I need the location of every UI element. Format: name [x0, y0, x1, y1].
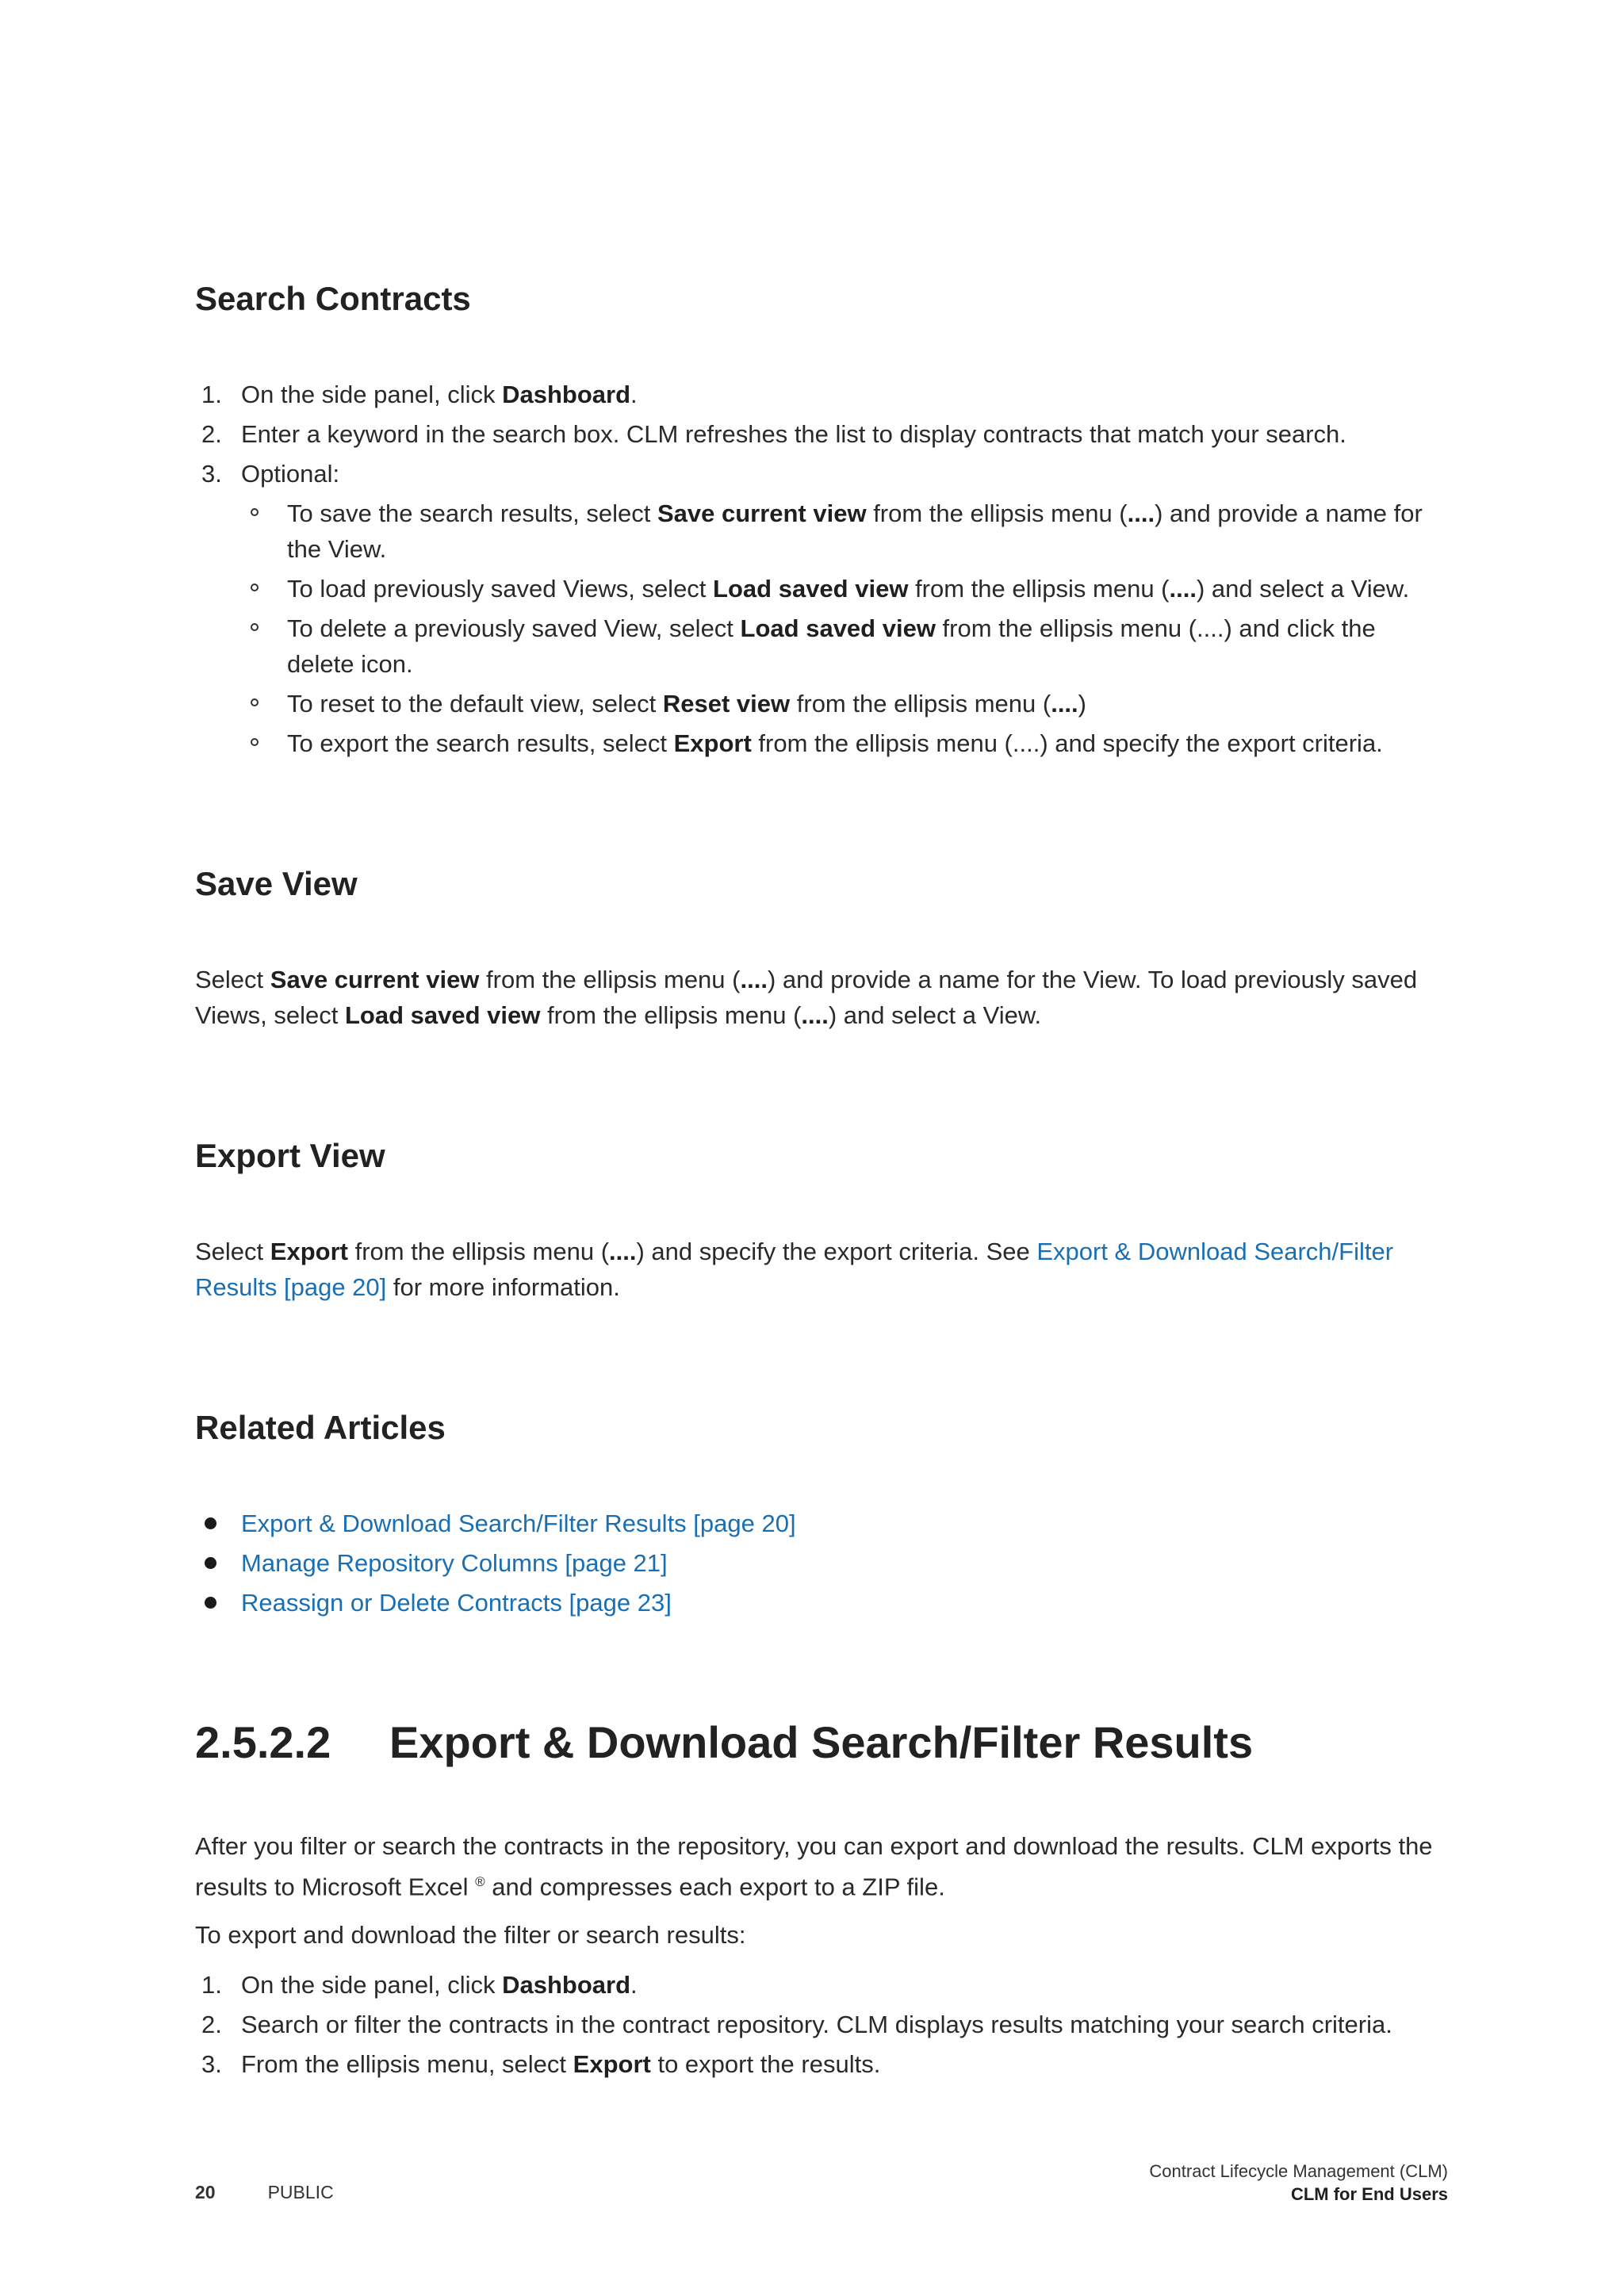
chapter-number: 2.5.2.2	[195, 1717, 331, 1767]
bullet-icon	[205, 1597, 216, 1609]
item-text: To export the search results, select	[287, 729, 674, 757]
para-bold: Export	[270, 1238, 348, 1265]
step-text: On the side panel, click	[241, 381, 503, 408]
para-bold: Load saved view	[344, 1001, 541, 1029]
circle-bullet-icon	[251, 584, 259, 591]
item-bold: ....	[1169, 575, 1197, 603]
step-text: From the ellipsis menu, select	[241, 2050, 573, 2078]
item-text: ) and select a View.	[1196, 575, 1410, 603]
page-footer-left	[195, 2182, 334, 2203]
para-text: for more information.	[386, 1273, 620, 1301]
para-bold: Save current view	[270, 966, 480, 993]
para-text: from the ellipsis menu (	[347, 1238, 610, 1265]
export-download-steps	[195, 1967, 1448, 2086]
list-item	[241, 571, 1448, 607]
section-heading-save-view: Save View	[195, 865, 358, 902]
item-bold: Load saved view	[740, 614, 936, 642]
step-text: to export the results.	[650, 2050, 881, 2078]
step-text: On the side panel, click	[241, 1971, 503, 1999]
para-bold: ....	[609, 1238, 637, 1265]
para-text: and compresses each export to a ZIP file.	[485, 1873, 945, 1901]
chapter-heading	[195, 1716, 1253, 1769]
step-text: Search or filter the contracts in the contract repository. CLM displays results matching your search criteria.	[241, 2011, 1392, 2038]
item-text: To delete a previously saved View, select	[287, 614, 741, 642]
related-link-export-download[interactable]: Export & Download Search/Filter Results [page 20]	[241, 1510, 796, 1537]
item-text: from the ellipsis menu (....) and specify the export criteria.	[751, 729, 1383, 757]
export-download-intro	[195, 1828, 1448, 1904]
para-text: from the ellipsis menu (	[540, 1001, 802, 1029]
bullet-icon	[205, 1557, 216, 1569]
related-link-manage-columns[interactable]: Manage Repository Columns [page 21]	[241, 1549, 668, 1577]
step-text: .	[630, 381, 638, 408]
step-number: 2.	[201, 2011, 222, 2038]
optional-sub-list	[241, 496, 1448, 761]
step-number: 2.	[201, 420, 222, 448]
bullet-icon	[205, 1517, 216, 1529]
list-item	[241, 686, 1448, 721]
para-text: Select	[195, 1238, 270, 1265]
page-footer-right	[1149, 2160, 1448, 2206]
item-bold: ....	[1051, 690, 1078, 718]
item-text: ) and provide a name for the View.	[287, 499, 1423, 563]
related-articles-list	[195, 1506, 1448, 1624]
export-download-link[interactable]: Export & Download Search/Filter Results [page 20]	[195, 1238, 1394, 1301]
circle-bullet-icon	[251, 698, 259, 706]
item-text: from the ellipsis menu (....) and click the delete icon.	[287, 614, 1376, 678]
step-bold: Dashboard	[502, 381, 631, 408]
related-link-reassign-delete[interactable]: Reassign or Delete Contracts [page 23]	[241, 1589, 672, 1617]
step-number: 3.	[201, 2050, 222, 2078]
save-view-paragraph	[195, 962, 1448, 1033]
circle-bullet-icon	[251, 738, 259, 746]
para-bold: ....	[740, 966, 768, 993]
para-text: from the ellipsis menu (	[479, 966, 741, 993]
para-text: ) and provide a name for the View. To load previously saved Views, select	[195, 966, 1418, 1029]
step-bold: Dashboard	[502, 1971, 631, 1999]
para-text: Select	[195, 966, 270, 993]
page-number: 20	[195, 2182, 216, 2202]
footer-product-name: Contract Lifecycle Management (CLM)	[1149, 2161, 1448, 2181]
registered-mark: ®	[475, 1874, 485, 1889]
classification-label: PUBLIC	[267, 2182, 334, 2202]
step-text: Optional:	[241, 460, 340, 488]
circle-bullet-icon	[251, 623, 259, 631]
list-item	[241, 725, 1448, 761]
list-item	[241, 610, 1448, 682]
step-number: 1.	[201, 1971, 222, 1999]
item-text: from the ellipsis menu (	[790, 690, 1051, 718]
section-heading-related-articles: Related Articles	[195, 1409, 446, 1446]
section-heading-export-view: Export View	[195, 1137, 385, 1174]
circle-bullet-icon	[251, 508, 259, 516]
footer-guide-name: CLM for End Users	[1290, 2184, 1448, 2204]
item-bold: ....	[1127, 499, 1155, 527]
item-bold: Reset view	[662, 690, 791, 718]
list-item	[195, 1506, 1448, 1541]
list-item	[195, 1585, 1448, 1621]
list-item	[195, 2046, 1448, 2082]
item-text: To save the search results, select	[287, 499, 657, 527]
para-bold: ....	[801, 1001, 829, 1029]
para-text: After you filter or search the contracts in the repository, you can export and download the results. CLM exports the results to Microsoft Excel	[195, 1832, 1433, 1901]
item-text: from the ellipsis menu (	[908, 575, 1170, 603]
list-item	[195, 377, 1448, 412]
step-text: Enter a keyword in the search box. CLM refreshes the list to display contracts that match your search.	[241, 420, 1346, 448]
list-item	[195, 1545, 1448, 1581]
chapter-title: Export & Download Search/Filter Results	[389, 1717, 1254, 1767]
step-number: 1.	[201, 381, 222, 408]
list-item	[241, 496, 1448, 567]
list-item	[195, 2007, 1448, 2042]
item-text: from the ellipsis menu (	[866, 499, 1128, 527]
para-text: ) and select a View.	[828, 1001, 1042, 1029]
item-text: To load previously saved Views, select	[287, 575, 714, 603]
list-item	[195, 456, 1448, 761]
step-bold: Export	[573, 2050, 651, 2078]
export-view-paragraph	[195, 1234, 1448, 1305]
list-item	[195, 416, 1448, 452]
section-heading-search-contracts: Search Contracts	[195, 280, 471, 317]
item-text: To reset to the default view, select	[287, 690, 663, 718]
list-item	[195, 1967, 1448, 2003]
para-text: ) and specify the export criteria. See	[636, 1238, 1037, 1265]
step-text: .	[630, 1971, 638, 1999]
export-download-instructions: To export and download the filter or search results:	[195, 1921, 746, 1949]
item-bold: Save current view	[657, 499, 867, 527]
search-contracts-steps	[195, 377, 1448, 765]
item-bold: Load saved view	[713, 575, 909, 603]
item-bold: Export	[673, 729, 752, 757]
item-text: )	[1078, 690, 1086, 718]
step-number: 3.	[201, 460, 222, 488]
